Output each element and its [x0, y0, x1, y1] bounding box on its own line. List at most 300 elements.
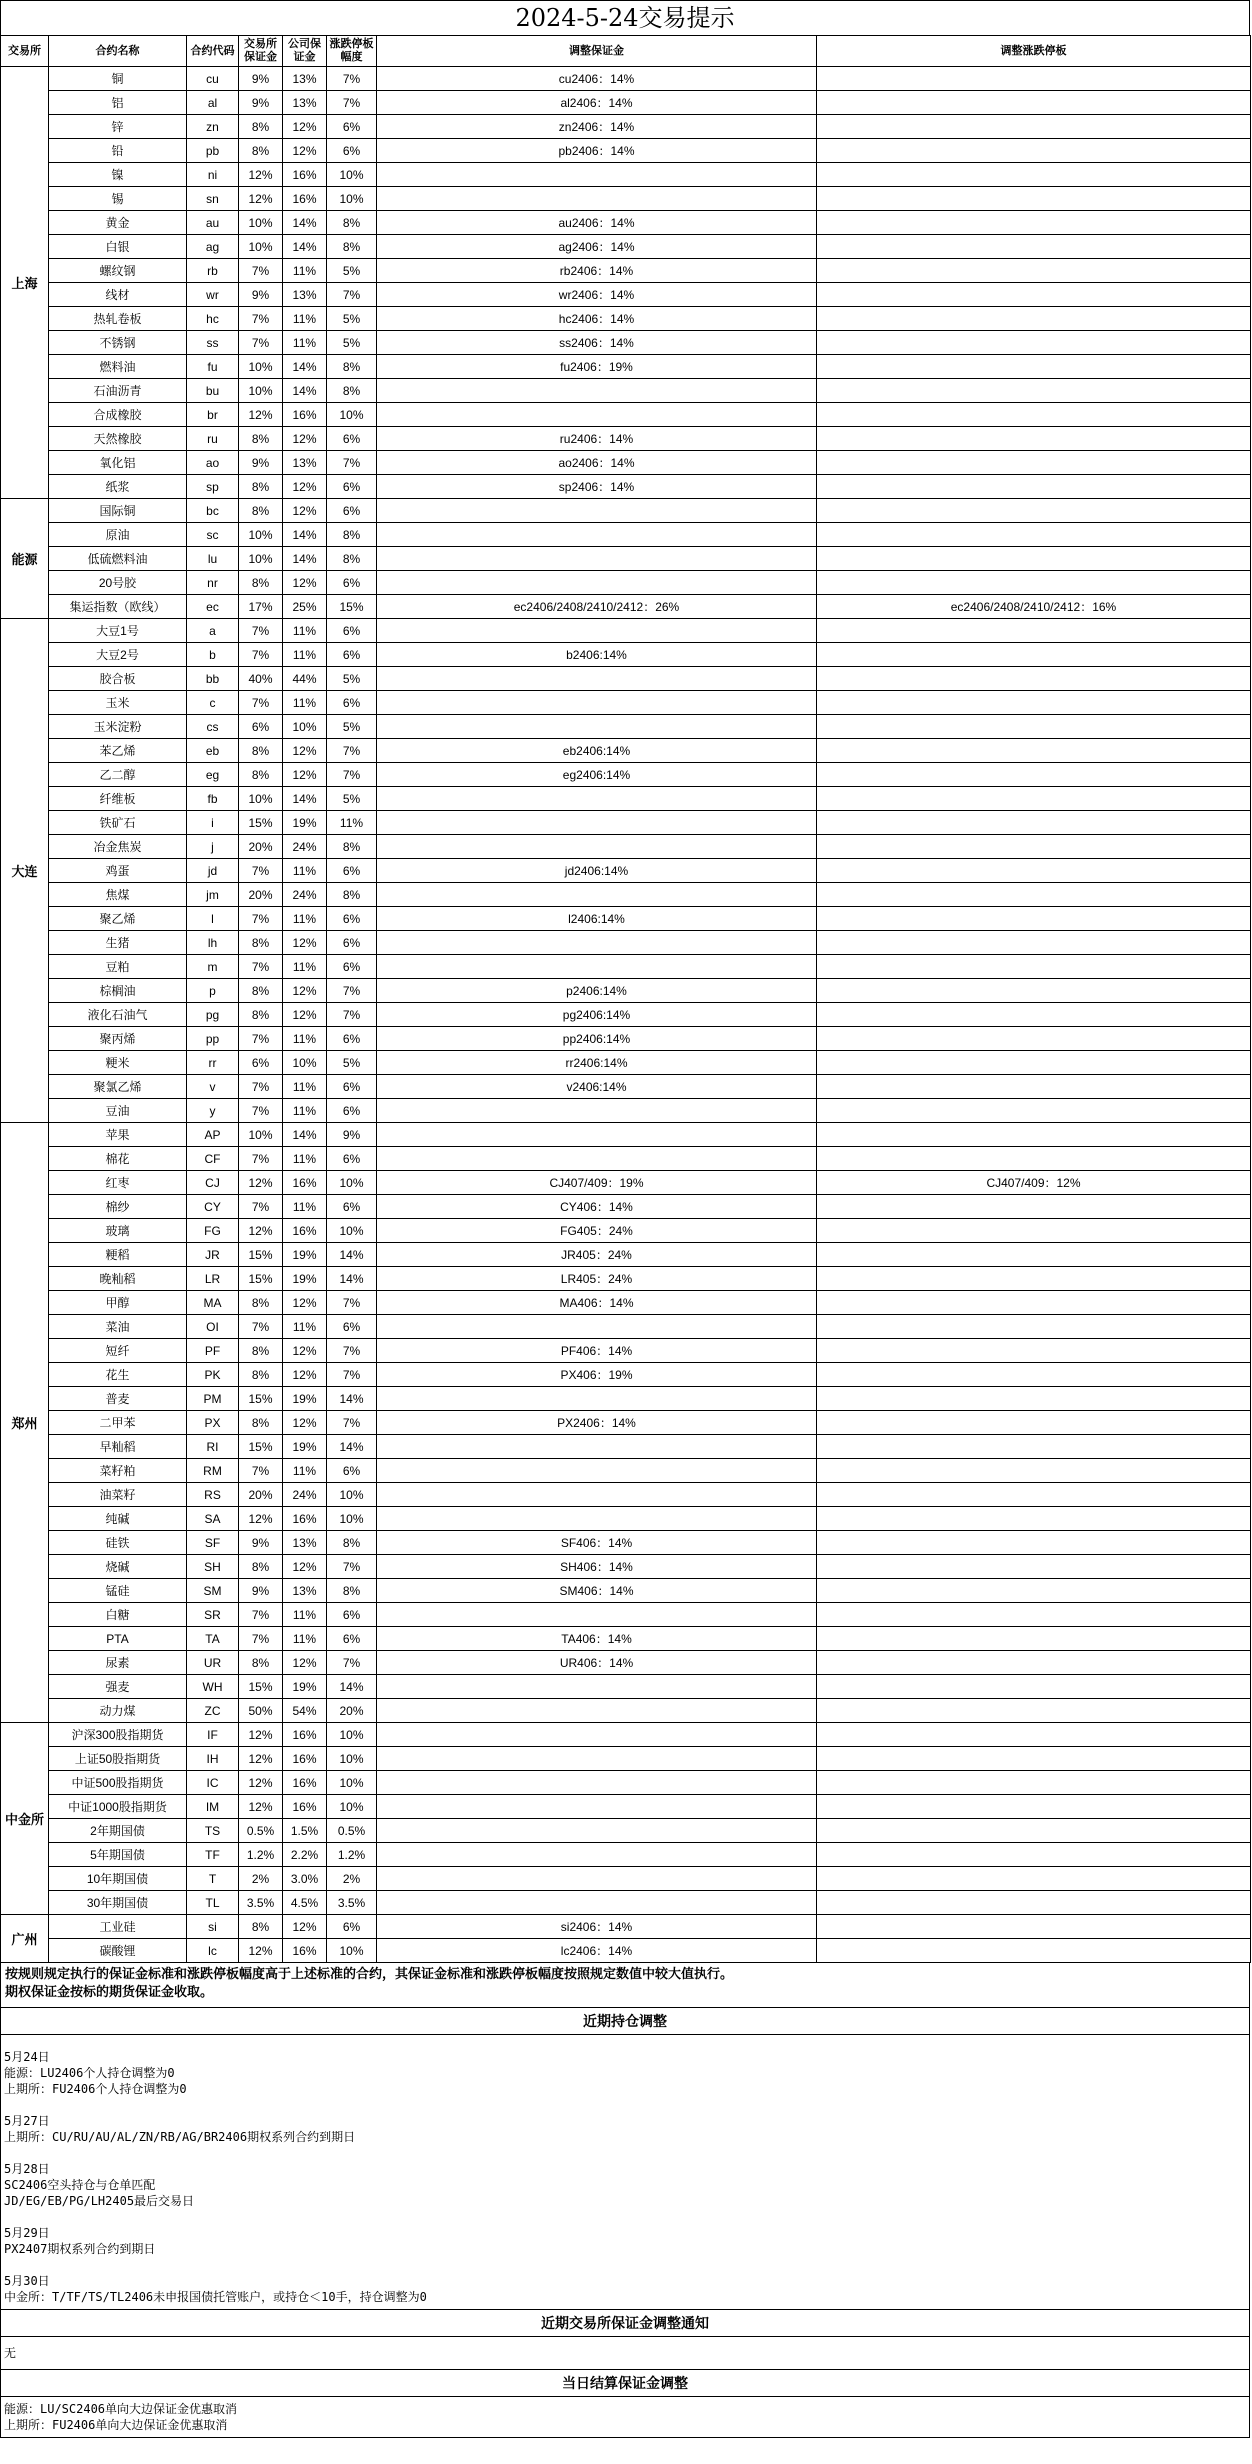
section-body: [0, 2397, 1250, 2438]
price-limit-cell: 7%: [327, 979, 377, 1003]
exchange-margin-cell: 8%: [239, 475, 283, 499]
price-limit-cell: 7%: [327, 1363, 377, 1387]
table-row: [1, 523, 1251, 547]
table-row: [1, 331, 1251, 355]
adjusted-limit-cell: [817, 787, 1251, 811]
exchange-margin-cell: 10%: [239, 355, 283, 379]
adjusted-limit-cell: [817, 115, 1251, 139]
adjusted-margin-cell: [377, 187, 817, 211]
contract-code-cell: cu: [187, 67, 239, 91]
adjusted-margin-cell: si2406：14%: [377, 1915, 817, 1939]
contract-name-cell: 纯碱: [49, 1507, 187, 1531]
contract-code-cell: i: [187, 811, 239, 835]
table-row: [1, 1483, 1251, 1507]
adjusted-margin-cell: [377, 1459, 817, 1483]
adjusted-margin-cell: wr2406：14%: [377, 283, 817, 307]
company-margin-cell: 14%: [283, 547, 327, 571]
company-margin-cell: 16%: [283, 1795, 327, 1819]
price-limit-cell: 6%: [327, 139, 377, 163]
exchange-margin-cell: 8%: [239, 115, 283, 139]
exchange-margin-cell: 20%: [239, 835, 283, 859]
contract-name-cell: 聚乙烯: [49, 907, 187, 931]
contract-code-cell: eb: [187, 739, 239, 763]
contract-name-cell: 氧化铝: [49, 451, 187, 475]
price-limit-cell: 10%: [327, 1219, 377, 1243]
price-limit-cell: 7%: [327, 763, 377, 787]
price-limit-cell: 6%: [327, 859, 377, 883]
contract-code-cell: l: [187, 907, 239, 931]
contract-code-cell: SR: [187, 1603, 239, 1627]
table-row: [1, 1723, 1251, 1747]
contract-code-cell: AP: [187, 1123, 239, 1147]
company-margin-cell: 11%: [283, 1315, 327, 1339]
adjusted-margin-cell: PX2406：14%: [377, 1411, 817, 1435]
contract-name-cell: 烧碱: [49, 1555, 187, 1579]
contract-name-cell: 液化石油气: [49, 1003, 187, 1027]
contract-code-cell: sc: [187, 523, 239, 547]
table-row: [1, 1795, 1251, 1819]
company-margin-cell: 16%: [283, 187, 327, 211]
contract-name-cell: 二甲苯: [49, 1411, 187, 1435]
price-limit-cell: 8%: [327, 547, 377, 571]
contract-code-cell: TA: [187, 1627, 239, 1651]
contract-code-cell: PK: [187, 1363, 239, 1387]
adjusted-margin-cell: [377, 955, 817, 979]
table-row: [1, 931, 1251, 955]
notice-entry: [4, 2273, 1246, 2305]
contract-name-cell: 白银: [49, 235, 187, 259]
exchange-margin-cell: 8%: [239, 571, 283, 595]
company-margin-cell: 13%: [283, 91, 327, 115]
exchange-margin-cell: 9%: [239, 1579, 283, 1603]
contract-code-cell: WH: [187, 1675, 239, 1699]
contract-name-cell: 乙二醇: [49, 763, 187, 787]
adjusted-limit-cell: [817, 1891, 1251, 1915]
notice-date: 5月24日: [4, 2050, 50, 2064]
price-limit-cell: 10%: [327, 1507, 377, 1531]
contract-name-cell: 鸡蛋: [49, 859, 187, 883]
price-limit-cell: 8%: [327, 211, 377, 235]
price-limit-cell: 5%: [327, 715, 377, 739]
exchange-margin-cell: 9%: [239, 451, 283, 475]
contract-name-cell: 上证50股指期货: [49, 1747, 187, 1771]
contract-code-cell: jd: [187, 859, 239, 883]
contract-name-cell: 天然橡胶: [49, 427, 187, 451]
company-margin-cell: 16%: [283, 1171, 327, 1195]
exchange-margin-cell: 50%: [239, 1699, 283, 1723]
table-row: [1, 1555, 1251, 1579]
adjusted-margin-cell: [377, 1147, 817, 1171]
contract-code-cell: SF: [187, 1531, 239, 1555]
exchange-margin-cell: 8%: [239, 931, 283, 955]
adjusted-margin-cell: [377, 379, 817, 403]
company-margin-cell: 44%: [283, 667, 327, 691]
exchange-margin-cell: 7%: [239, 619, 283, 643]
company-margin-cell: 16%: [283, 1507, 327, 1531]
adjusted-margin-cell: [377, 691, 817, 715]
adjusted-limit-cell: [817, 547, 1251, 571]
header-contract-code: 合约代码: [187, 36, 239, 67]
company-margin-cell: 14%: [283, 787, 327, 811]
adjusted-margin-cell: ss2406：14%: [377, 331, 817, 355]
exchange-cell: 中金所: [1, 1723, 49, 1915]
price-limit-cell: 7%: [327, 1003, 377, 1027]
adjusted-limit-cell: [817, 451, 1251, 475]
adjusted-limit-cell: [817, 1795, 1251, 1819]
contract-code-cell: hc: [187, 307, 239, 331]
adjusted-limit-cell: [817, 211, 1251, 235]
company-margin-cell: 11%: [283, 1603, 327, 1627]
contract-code-cell: au: [187, 211, 239, 235]
exchange-margin-cell: 12%: [239, 403, 283, 427]
exchange-margin-cell: 10%: [239, 547, 283, 571]
adjusted-limit-cell: [817, 955, 1251, 979]
exchange-margin-cell: 12%: [239, 1771, 283, 1795]
notice-entry: [4, 2401, 1246, 2433]
contract-code-cell: SM: [187, 1579, 239, 1603]
price-limit-cell: 8%: [327, 523, 377, 547]
adjusted-limit-cell: [817, 1603, 1251, 1627]
company-margin-cell: 25%: [283, 595, 327, 619]
page-title: 2024-5-24交易提示: [0, 0, 1250, 35]
rules-note-line: 按规则规定执行的保证金标准和涨跌停板幅度高于上述标准的合约，其保证金标准和涨跌停板幅度按照规定数值中较大值执行。: [5, 1966, 734, 1981]
company-margin-cell: 13%: [283, 451, 327, 475]
table-row: [1, 427, 1251, 451]
adjusted-limit-cell: [817, 1651, 1251, 1675]
contract-code-cell: nr: [187, 571, 239, 595]
contract-name-cell: 菜油: [49, 1315, 187, 1339]
price-limit-cell: 10%: [327, 1483, 377, 1507]
contract-name-cell: 棉花: [49, 1147, 187, 1171]
adjusted-limit-cell: [817, 1531, 1251, 1555]
table-row: [1, 1027, 1251, 1051]
header-adjusted-limit: 调整涨跌停板: [817, 36, 1251, 67]
contract-name-cell: 白糖: [49, 1603, 187, 1627]
price-limit-cell: 7%: [327, 1339, 377, 1363]
contract-code-cell: ag: [187, 235, 239, 259]
contract-code-cell: IF: [187, 1723, 239, 1747]
table-row: [1, 115, 1251, 139]
contract-name-cell: 低硫燃料油: [49, 547, 187, 571]
exchange-margin-cell: 7%: [239, 1147, 283, 1171]
adjusted-limit-cell: [817, 355, 1251, 379]
price-limit-cell: 10%: [327, 1939, 377, 1963]
adjusted-limit-cell: [817, 643, 1251, 667]
contract-name-cell: 铁矿石: [49, 811, 187, 835]
contract-name-cell: 纸浆: [49, 475, 187, 499]
adjusted-limit-cell: [817, 283, 1251, 307]
adjusted-limit-cell: [817, 1147, 1251, 1171]
company-margin-cell: 12%: [283, 1915, 327, 1939]
contract-name-cell: 冶金焦炭: [49, 835, 187, 859]
adjusted-margin-cell: SF406：14%: [377, 1531, 817, 1555]
exchange-margin-cell: 40%: [239, 667, 283, 691]
adjusted-margin-cell: cu2406：14%: [377, 67, 817, 91]
adjusted-limit-cell: [817, 403, 1251, 427]
adjusted-limit-cell: [817, 739, 1251, 763]
price-limit-cell: 6%: [327, 475, 377, 499]
adjusted-limit-cell: [817, 1411, 1251, 1435]
contract-code-cell: SA: [187, 1507, 239, 1531]
price-limit-cell: 6%: [327, 1315, 377, 1339]
adjusted-limit-cell: [817, 1771, 1251, 1795]
adjusted-limit-cell: [817, 1675, 1251, 1699]
adjusted-limit-cell: CJ407/409：12%: [817, 1171, 1251, 1195]
contract-name-cell: 短纤: [49, 1339, 187, 1363]
adjusted-margin-cell: fu2406：19%: [377, 355, 817, 379]
contract-code-cell: bc: [187, 499, 239, 523]
company-margin-cell: 14%: [283, 355, 327, 379]
contract-name-cell: 燃料油: [49, 355, 187, 379]
contract-name-cell: 中证1000股指期货: [49, 1795, 187, 1819]
adjusted-margin-cell: p2406:14%: [377, 979, 817, 1003]
price-limit-cell: 9%: [327, 1123, 377, 1147]
adjusted-limit-cell: [817, 1723, 1251, 1747]
contract-name-cell: 豆粕: [49, 955, 187, 979]
table-row: [1, 1195, 1251, 1219]
company-margin-cell: 1.5%: [283, 1819, 327, 1843]
contract-code-cell: rr: [187, 1051, 239, 1075]
exchange-margin-cell: 8%: [239, 1339, 283, 1363]
table-row: [1, 1099, 1251, 1123]
adjusted-limit-cell: [817, 1267, 1251, 1291]
price-limit-cell: 20%: [327, 1699, 377, 1723]
contract-code-cell: TS: [187, 1819, 239, 1843]
table-row: [1, 1267, 1251, 1291]
table-row: [1, 91, 1251, 115]
adjusted-margin-cell: [377, 835, 817, 859]
exchange-margin-cell: 8%: [239, 1291, 283, 1315]
contract-code-cell: CJ: [187, 1171, 239, 1195]
adjusted-limit-cell: [817, 1843, 1251, 1867]
company-margin-cell: 12%: [283, 739, 327, 763]
price-limit-cell: 10%: [327, 1771, 377, 1795]
exchange-margin-cell: 8%: [239, 1003, 283, 1027]
company-margin-cell: 12%: [283, 979, 327, 1003]
price-limit-cell: 6%: [327, 643, 377, 667]
company-margin-cell: 12%: [283, 571, 327, 595]
adjusted-limit-cell: [817, 1699, 1251, 1723]
contract-code-cell: SH: [187, 1555, 239, 1579]
price-limit-cell: 6%: [327, 1099, 377, 1123]
company-margin-cell: 11%: [283, 1075, 327, 1099]
table-row: [1, 355, 1251, 379]
table-row: [1, 139, 1251, 163]
table-row: [1, 859, 1251, 883]
contract-name-cell: 菜籽粕: [49, 1459, 187, 1483]
price-limit-cell: 6%: [327, 1915, 377, 1939]
adjusted-margin-cell: SM406：14%: [377, 1579, 817, 1603]
price-limit-cell: 6%: [327, 1195, 377, 1219]
contract-name-cell: 锡: [49, 187, 187, 211]
exchange-margin-cell: 12%: [239, 1507, 283, 1531]
adjusted-limit-cell: [817, 1003, 1251, 1027]
notice-entry: [4, 2341, 1246, 2365]
adjusted-limit-cell: [817, 1363, 1251, 1387]
adjusted-margin-cell: pb2406：14%: [377, 139, 817, 163]
table-row: [1, 1651, 1251, 1675]
price-limit-cell: 15%: [327, 595, 377, 619]
exchange-margin-cell: 8%: [239, 979, 283, 1003]
contract-name-cell: 玉米: [49, 691, 187, 715]
price-limit-cell: 7%: [327, 1291, 377, 1315]
contract-code-cell: al: [187, 91, 239, 115]
company-margin-cell: 12%: [283, 1003, 327, 1027]
contract-name-cell: 聚氯乙烯: [49, 1075, 187, 1099]
company-margin-cell: 11%: [283, 1627, 327, 1651]
adjusted-margin-cell: [377, 883, 817, 907]
contract-code-cell: UR: [187, 1651, 239, 1675]
contract-name-cell: 黄金: [49, 211, 187, 235]
exchange-margin-cell: 8%: [239, 1915, 283, 1939]
table-row: [1, 787, 1251, 811]
price-limit-cell: 6%: [327, 571, 377, 595]
exchange-margin-cell: 15%: [239, 811, 283, 835]
header-adjusted-margin: 调整保证金: [377, 36, 817, 67]
table-row: [1, 763, 1251, 787]
contract-code-cell: TL: [187, 1891, 239, 1915]
contract-name-cell: 硅铁: [49, 1531, 187, 1555]
price-limit-cell: 8%: [327, 355, 377, 379]
price-limit-cell: 8%: [327, 235, 377, 259]
contract-name-cell: 油菜籽: [49, 1483, 187, 1507]
price-limit-cell: 6%: [327, 1075, 377, 1099]
table-row: [1, 67, 1251, 91]
adjusted-limit-cell: [817, 499, 1251, 523]
adjusted-limit-cell: [817, 1627, 1251, 1651]
notice-line: 上期所：FU2406个人持仓调整为0: [4, 2082, 187, 2096]
price-limit-cell: 7%: [327, 283, 377, 307]
price-limit-cell: 7%: [327, 67, 377, 91]
contract-name-cell: 大豆1号: [49, 619, 187, 643]
table-row: [1, 835, 1251, 859]
exchange-margin-cell: 7%: [239, 1627, 283, 1651]
adjusted-limit-cell: [817, 859, 1251, 883]
adjusted-margin-cell: JR405：24%: [377, 1243, 817, 1267]
contract-code-cell: IH: [187, 1747, 239, 1771]
table-row: [1, 1579, 1251, 1603]
table-row: [1, 235, 1251, 259]
price-limit-cell: 1.2%: [327, 1843, 377, 1867]
table-row: [1, 1387, 1251, 1411]
contract-code-cell: m: [187, 955, 239, 979]
table-row: [1, 307, 1251, 331]
table-row: [1, 1339, 1251, 1363]
adjusted-limit-cell: ec2406/2408/2410/2412：16%: [817, 595, 1251, 619]
adjusted-limit-cell: [817, 259, 1251, 283]
exchange-margin-cell: 10%: [239, 787, 283, 811]
adjusted-limit-cell: [817, 1339, 1251, 1363]
exchange-margin-cell: 7%: [239, 1195, 283, 1219]
contract-code-cell: v: [187, 1075, 239, 1099]
contract-code-cell: ss: [187, 331, 239, 355]
margin-table: [0, 35, 1251, 1963]
company-margin-cell: 11%: [283, 1459, 327, 1483]
price-limit-cell: 10%: [327, 403, 377, 427]
price-limit-cell: 7%: [327, 1651, 377, 1675]
exchange-margin-cell: 20%: [239, 883, 283, 907]
notice-line: 能源：LU/SC2406单向大边保证金优惠取消: [4, 2402, 238, 2416]
contract-name-cell: 石油沥青: [49, 379, 187, 403]
company-margin-cell: 11%: [283, 1099, 327, 1123]
exchange-margin-cell: 7%: [239, 907, 283, 931]
adjusted-limit-cell: [817, 1099, 1251, 1123]
company-margin-cell: 10%: [283, 715, 327, 739]
exchange-margin-cell: 7%: [239, 331, 283, 355]
adjusted-limit-cell: [817, 1075, 1251, 1099]
price-limit-cell: 5%: [327, 331, 377, 355]
table-row: [1, 1843, 1251, 1867]
notice-line: SC2406空头持仓与仓单匹配: [4, 2178, 156, 2192]
contract-name-cell: 集运指数（欧线）: [49, 595, 187, 619]
adjusted-margin-cell: [377, 715, 817, 739]
adjusted-margin-cell: [377, 787, 817, 811]
table-row: [1, 1819, 1251, 1843]
table-row: [1, 1507, 1251, 1531]
exchange-margin-cell: 7%: [239, 1099, 283, 1123]
price-limit-cell: 6%: [327, 691, 377, 715]
exchange-margin-cell: 7%: [239, 643, 283, 667]
adjusted-margin-cell: LR405：24%: [377, 1267, 817, 1291]
price-limit-cell: 6%: [327, 955, 377, 979]
adjusted-margin-cell: [377, 1723, 817, 1747]
price-limit-cell: 5%: [327, 1051, 377, 1075]
contract-name-cell: 铜: [49, 67, 187, 91]
adjusted-limit-cell: [817, 931, 1251, 955]
company-margin-cell: 11%: [283, 331, 327, 355]
contract-name-cell: 棉纱: [49, 1195, 187, 1219]
company-margin-cell: 13%: [283, 283, 327, 307]
company-margin-cell: 11%: [283, 1027, 327, 1051]
contract-code-cell: b: [187, 643, 239, 667]
table-row: [1, 403, 1251, 427]
company-margin-cell: 4.5%: [283, 1891, 327, 1915]
contract-code-cell: FG: [187, 1219, 239, 1243]
contract-name-cell: 粳米: [49, 1051, 187, 1075]
price-limit-cell: 6%: [327, 115, 377, 139]
contract-code-cell: p: [187, 979, 239, 1003]
exchange-margin-cell: 10%: [239, 211, 283, 235]
section-title: 当日结算保证金调整: [0, 2370, 1250, 2397]
company-margin-cell: 19%: [283, 1675, 327, 1699]
contract-code-cell: rb: [187, 259, 239, 283]
contract-name-cell: 合成橡胶: [49, 403, 187, 427]
table-row: [1, 883, 1251, 907]
contract-code-cell: IC: [187, 1771, 239, 1795]
adjusted-margin-cell: [377, 1675, 817, 1699]
adjusted-margin-cell: [377, 1507, 817, 1531]
contract-code-cell: LR: [187, 1267, 239, 1291]
exchange-margin-cell: 2%: [239, 1867, 283, 1891]
adjusted-limit-cell: [817, 811, 1251, 835]
contract-code-cell: bb: [187, 667, 239, 691]
table-row: [1, 499, 1251, 523]
contract-code-cell: ru: [187, 427, 239, 451]
exchange-margin-cell: 0.5%: [239, 1819, 283, 1843]
adjusted-limit-cell: [817, 1027, 1251, 1051]
exchange-margin-cell: 6%: [239, 1051, 283, 1075]
company-margin-cell: 24%: [283, 1483, 327, 1507]
exchange-margin-cell: 8%: [239, 499, 283, 523]
exchange-cell: 大连: [1, 619, 49, 1123]
notice-date: 5月30日: [4, 2274, 50, 2288]
exchange-margin-cell: 8%: [239, 1555, 283, 1579]
company-margin-cell: 11%: [283, 859, 327, 883]
adjusted-limit-cell: [817, 1915, 1251, 1939]
contract-name-cell: 胶合板: [49, 667, 187, 691]
adjusted-margin-cell: jd2406:14%: [377, 859, 817, 883]
header-contract-name: 合约名称: [49, 36, 187, 67]
